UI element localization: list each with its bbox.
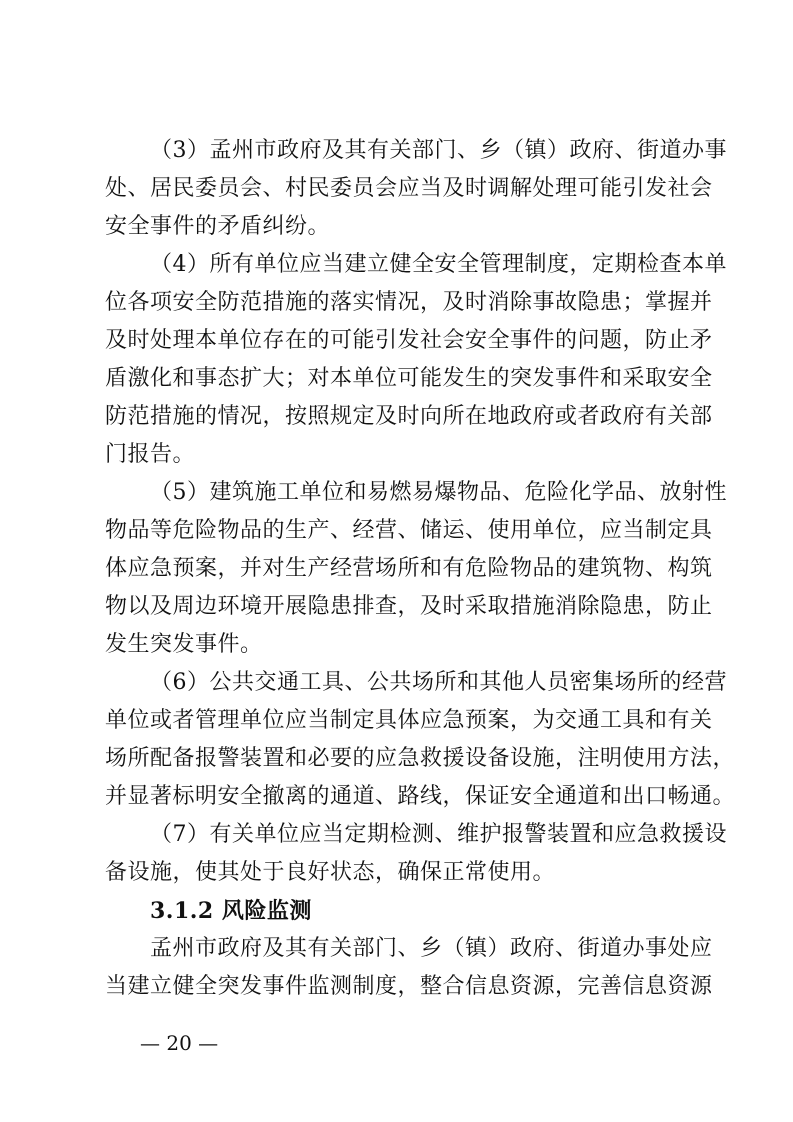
paragraph-3-line-2: 处、居民委员会、村民委员会应当及时调解处理可能引发社会 (105, 176, 713, 201)
paragraph-6-line-3: 场所配备报警装置和必要的应急救援设备设施，注明使用方法， (105, 746, 736, 771)
paragraph-4-line-4: 盾激化和事态扩大；对本单位可能发生的突发事件和采取安全 (105, 366, 713, 391)
paragraph-5-line-4: 物以及周边环境开展隐患排查，及时采取措施消除隐患，防止 (105, 594, 713, 619)
page-number: — 20 — (140, 1031, 219, 1055)
paragraph-4-line-2: 位各项安全防范措施的落实情况，及时消除事故隐患；掌握并 (105, 290, 713, 315)
paragraph-3-line-3: 安全事件的矛盾纠纷。 (105, 214, 331, 239)
paragraph-4-line-1: （4）所有单位应当建立健全安全管理制度，定期检查本单 (150, 252, 727, 277)
paragraph-4-line-6: 门报告。 (105, 442, 196, 467)
paragraph-7-line-1: （7）有关单位应当定期检测、维护报警装置和应急救援设 (150, 822, 727, 847)
paragraph-5-line-3: 体应急预案，并对生产经营场所和有危险物品的建筑物、构筑 (105, 556, 713, 581)
section-heading: 3.1.2 风险监测 (150, 898, 312, 924)
paragraph-5-line-1: （5）建筑施工单位和易燃易爆物品、危险化学品、放射性 (150, 480, 727, 505)
paragraph-4-line-5: 防范措施的情况，按照规定及时向所在地政府或者政府有关部 (105, 404, 713, 429)
paragraph-4-line-3: 及时处理本单位存在的可能引发社会安全事件的问题，防止矛 (105, 328, 713, 353)
final-paragraph-line-2: 当建立健全突发事件监测制度，整合信息资源，完善信息资源 (105, 974, 713, 999)
paragraph-5-line-5: 发生突发事件。 (105, 632, 263, 657)
final-paragraph-line-1: 孟州市政府及其有关部门、乡（镇）政府、街道办事处应 (150, 936, 713, 961)
paragraph-3-line-1: （3）孟州市政府及其有关部门、乡（镇）政府、街道办事 (150, 138, 727, 163)
paragraph-6-line-2: 单位或者管理单位应当制定具体应急预案，为交通工具和有关 (105, 708, 713, 733)
paragraph-6-line-4: 并显著标明安全撤离的通道、路线，保证安全通道和出口畅通。 (105, 784, 736, 809)
paragraph-6-line-1: （6）公共交通工具、公共场所和其他人员密集场所的经营 (150, 670, 727, 695)
paragraph-7-line-2: 备设施，使其处于良好状态，确保正常使用。 (105, 860, 556, 885)
paragraph-5-line-2: 物品等危险物品的生产、经营、储运、使用单位，应当制定具 (105, 518, 713, 543)
